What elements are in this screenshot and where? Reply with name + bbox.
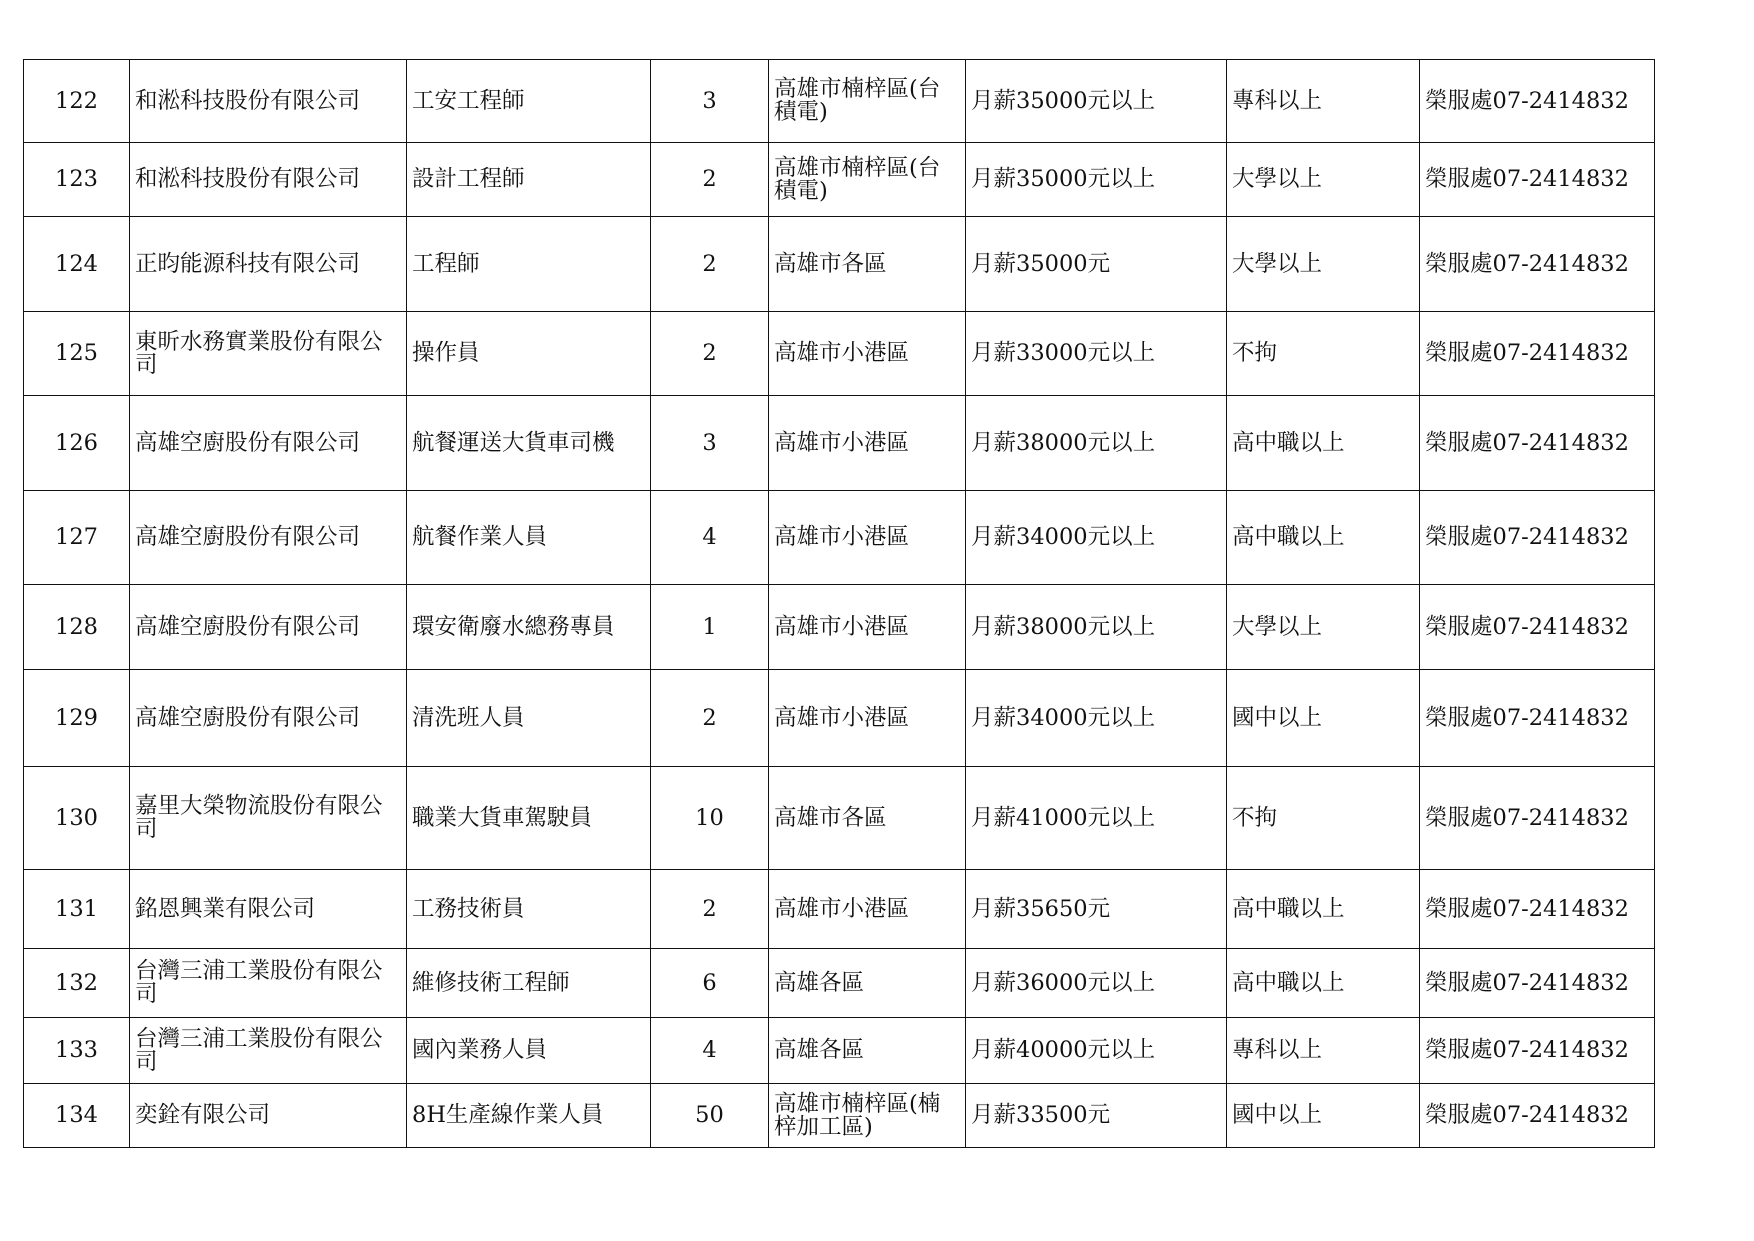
job-listings-table xyxy=(23,59,1655,1148)
job-title: 環安衛廢水總務專員 xyxy=(407,585,651,670)
contact: 榮服處07-2414832 xyxy=(1420,143,1655,217)
company-name: 和淞科技股份有限公司 xyxy=(130,143,407,217)
work-location: 高雄市小港區 xyxy=(769,312,966,396)
company-name: 高雄空廚股份有限公司 xyxy=(130,491,407,585)
education-requirement: 國中以上 xyxy=(1227,1084,1420,1148)
job-title: 維修技術工程師 xyxy=(407,949,651,1018)
headcount: 4 xyxy=(651,1018,769,1084)
headcount: 2 xyxy=(651,143,769,217)
company-name: 奕銓有限公司 xyxy=(130,1084,407,1148)
contact: 榮服處07-2414832 xyxy=(1420,1018,1655,1084)
education-requirement: 大學以上 xyxy=(1227,217,1420,312)
company-name: 正昀能源科技有限公司 xyxy=(130,217,407,312)
company-name: 台灣三浦工業股份有限公司 xyxy=(130,1018,407,1084)
company-name: 台灣三浦工業股份有限公司 xyxy=(130,949,407,1018)
job-title: 工務技術員 xyxy=(407,870,651,949)
salary: 月薪36000元以上 xyxy=(966,949,1227,1018)
company-name: 高雄空廚股份有限公司 xyxy=(130,670,407,767)
education-requirement: 高中職以上 xyxy=(1227,491,1420,585)
work-location: 高雄各區 xyxy=(769,1018,966,1084)
headcount: 3 xyxy=(651,60,769,143)
salary: 月薪41000元以上 xyxy=(966,767,1227,870)
salary: 月薪35000元以上 xyxy=(966,60,1227,143)
company-name: 嘉里大榮物流股份有限公司 xyxy=(130,767,407,870)
salary: 月薪38000元以上 xyxy=(966,585,1227,670)
row-number: 129 xyxy=(24,670,130,767)
row-number: 132 xyxy=(24,949,130,1018)
work-location: 高雄市各區 xyxy=(769,217,966,312)
headcount: 2 xyxy=(651,670,769,767)
work-location: 高雄市小港區 xyxy=(769,670,966,767)
work-location: 高雄各區 xyxy=(769,949,966,1018)
row-number: 134 xyxy=(24,1084,130,1148)
row-number: 127 xyxy=(24,491,130,585)
company-name: 銘恩興業有限公司 xyxy=(130,870,407,949)
row-number: 124 xyxy=(24,217,130,312)
salary: 月薪34000元以上 xyxy=(966,491,1227,585)
job-title: 國內業務人員 xyxy=(407,1018,651,1084)
work-location: 高雄市楠梓區(楠梓加工區) xyxy=(769,1084,966,1148)
contact: 榮服處07-2414832 xyxy=(1420,585,1655,670)
contact: 榮服處07-2414832 xyxy=(1420,491,1655,585)
education-requirement: 不拘 xyxy=(1227,767,1420,870)
row-number: 126 xyxy=(24,396,130,491)
contact: 榮服處07-2414832 xyxy=(1420,1084,1655,1148)
contact: 榮服處07-2414832 xyxy=(1420,312,1655,396)
table-row xyxy=(24,396,1655,491)
contact: 榮服處07-2414832 xyxy=(1420,396,1655,491)
salary: 月薪34000元以上 xyxy=(966,670,1227,767)
company-name: 高雄空廚股份有限公司 xyxy=(130,585,407,670)
salary: 月薪33500元 xyxy=(966,1084,1227,1148)
education-requirement: 大學以上 xyxy=(1227,143,1420,217)
salary: 月薪35650元 xyxy=(966,870,1227,949)
company-name: 高雄空廚股份有限公司 xyxy=(130,396,407,491)
education-requirement: 高中職以上 xyxy=(1227,949,1420,1018)
headcount: 4 xyxy=(651,491,769,585)
education-requirement: 不拘 xyxy=(1227,312,1420,396)
job-title: 清洗班人員 xyxy=(407,670,651,767)
job-title: 操作員 xyxy=(407,312,651,396)
salary: 月薪38000元以上 xyxy=(966,396,1227,491)
job-title: 8H生產線作業人員 xyxy=(407,1084,651,1148)
table-row xyxy=(24,670,1655,767)
job-title: 職業大貨車駕駛員 xyxy=(407,767,651,870)
row-number: 133 xyxy=(24,1018,130,1084)
table-row xyxy=(24,949,1655,1018)
education-requirement: 國中以上 xyxy=(1227,670,1420,767)
work-location: 高雄市小港區 xyxy=(769,491,966,585)
table-row xyxy=(24,491,1655,585)
headcount: 50 xyxy=(651,1084,769,1148)
job-title: 航餐作業人員 xyxy=(407,491,651,585)
contact: 榮服處07-2414832 xyxy=(1420,870,1655,949)
row-number: 131 xyxy=(24,870,130,949)
education-requirement: 專科以上 xyxy=(1227,60,1420,143)
headcount: 2 xyxy=(651,312,769,396)
education-requirement: 高中職以上 xyxy=(1227,396,1420,491)
work-location: 高雄市小港區 xyxy=(769,585,966,670)
headcount: 6 xyxy=(651,949,769,1018)
headcount: 2 xyxy=(651,217,769,312)
work-location: 高雄市楠梓區(台積電) xyxy=(769,143,966,217)
row-number: 125 xyxy=(24,312,130,396)
table-row xyxy=(24,1018,1655,1084)
salary: 月薪33000元以上 xyxy=(966,312,1227,396)
salary: 月薪40000元以上 xyxy=(966,1018,1227,1084)
salary: 月薪35000元 xyxy=(966,217,1227,312)
table-row xyxy=(24,217,1655,312)
job-title: 工程師 xyxy=(407,217,651,312)
contact: 榮服處07-2414832 xyxy=(1420,60,1655,143)
row-number: 128 xyxy=(24,585,130,670)
job-title: 工安工程師 xyxy=(407,60,651,143)
work-location: 高雄市小港區 xyxy=(769,870,966,949)
table-row xyxy=(24,60,1655,143)
row-number: 122 xyxy=(24,60,130,143)
contact: 榮服處07-2414832 xyxy=(1420,767,1655,870)
table-row xyxy=(24,312,1655,396)
salary: 月薪35000元以上 xyxy=(966,143,1227,217)
table-row xyxy=(24,767,1655,870)
work-location: 高雄市小港區 xyxy=(769,396,966,491)
table-row xyxy=(24,1084,1655,1148)
company-name: 東昕水務實業股份有限公司 xyxy=(130,312,407,396)
company-name: 和淞科技股份有限公司 xyxy=(130,60,407,143)
headcount: 1 xyxy=(651,585,769,670)
job-title: 航餐運送大貨車司機 xyxy=(407,396,651,491)
headcount: 10 xyxy=(651,767,769,870)
education-requirement: 專科以上 xyxy=(1227,1018,1420,1084)
contact: 榮服處07-2414832 xyxy=(1420,670,1655,767)
row-number: 130 xyxy=(24,767,130,870)
education-requirement: 大學以上 xyxy=(1227,585,1420,670)
headcount: 3 xyxy=(651,396,769,491)
job-title: 設計工程師 xyxy=(407,143,651,217)
headcount: 2 xyxy=(651,870,769,949)
table-row xyxy=(24,143,1655,217)
work-location: 高雄市各區 xyxy=(769,767,966,870)
table-row xyxy=(24,585,1655,670)
work-location: 高雄市楠梓區(台積電) xyxy=(769,60,966,143)
row-number: 123 xyxy=(24,143,130,217)
education-requirement: 高中職以上 xyxy=(1227,870,1420,949)
table-row xyxy=(24,870,1655,949)
contact: 榮服處07-2414832 xyxy=(1420,949,1655,1018)
contact: 榮服處07-2414832 xyxy=(1420,217,1655,312)
